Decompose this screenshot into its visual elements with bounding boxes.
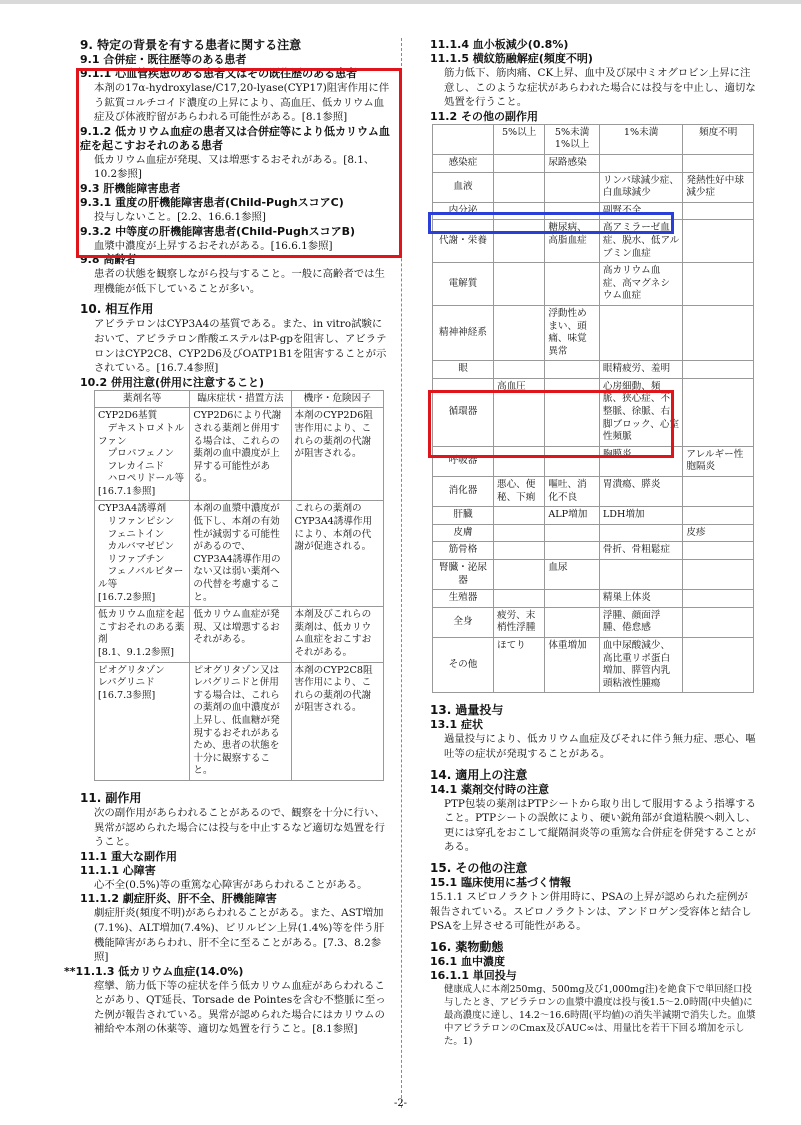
ae-cell	[599, 305, 682, 360]
section-16-1-1-title: 16.1.1 単回投与	[430, 968, 517, 982]
page-number: -2-	[393, 1098, 408, 1109]
ae-cell	[683, 154, 754, 172]
interaction-row	[95, 408, 384, 501]
ae-cell	[493, 590, 544, 608]
section-9-1-1-title: 9.1.1 心血管疾患のある患者又はその既往歴のある患者	[80, 67, 358, 80]
section-11-1-1-body: 心不全(0.5%)等の重篤な心障害があらわれることがある。	[94, 878, 368, 891]
interaction-row	[95, 607, 384, 662]
ae-cell: 尿路感染	[545, 154, 600, 172]
ae-category: 生殖器	[433, 590, 494, 608]
ae-cell	[493, 507, 544, 525]
interaction-cell-mechanism: 本剤のCYP2C8阻害作用により、これらの薬剤の代謝が阻害される。	[291, 662, 384, 780]
top-border	[0, 0, 801, 4]
ae-cell	[545, 172, 600, 202]
ae-cell: 血中尿酸減少、高比重リポ蛋白増加、膵管内乳頭粘液性腫瘍	[599, 637, 682, 692]
ae-header: 5%未満 1%以上	[545, 124, 600, 154]
interaction-cell-symptom: ピオグリタゾン又はレパグリニドと併用する場合は、これらの薬剤の血中濃度が上昇し、低血糖が発現するおそれがあるため、患者の状態を十分に観察すること。	[190, 662, 291, 780]
ae-cell	[545, 524, 600, 542]
section-16-1-1-body: 健康成人に本剤250mg、500mg及び1,000mg注)を絶食下で単回経口投与したとき、アビラテロンの血漿中濃度は投与後1.5〜2.0時間(中央値)に最高濃度に達し、14.2〜16.6時間(平均値)の消失半減期で消失した。血漿中アビラテロンのCmax及びAUC∞は、用量比を若干下回る増加を示した。1)	[444, 983, 756, 1047]
interaction-cell-drug: CYP2D6基質 デキストロメトルファン プロパフェノン フレカイニド ハロペリドール等 [16.7.1参照]	[95, 408, 190, 501]
section-9-title: 9. 特定の背景を有する患者に関する注意	[80, 38, 302, 52]
ae-category: 皮膚	[433, 524, 494, 542]
ae-cell: 嘔吐、消化不良	[545, 477, 600, 507]
ae-cell: 胸膜炎	[599, 446, 682, 476]
section-15-1-1-body: 15.1.1 スピロノラクトン併用時に、PSAの上昇が認められた症例が報告されている。スピロノラクトンは、アンドロゲン受容体と結合しPSAを上昇させる可能性がある。	[430, 890, 752, 933]
section-11-1-2-body: 劇症肝炎(頻度不明)があらわれることがある。また、AST増加(7.1%)、ALT増加(7.4%)、ビリルビン上昇(1.4%)等を伴う肝機能障害があらわれ、肝不全に至ることがある。[7.3、8.2参照]	[94, 907, 385, 964]
ae-category: 電解質	[433, 263, 494, 306]
ae-cell	[493, 154, 544, 172]
ae-cell	[683, 361, 754, 379]
ae-cell	[683, 507, 754, 525]
ae-row	[433, 263, 754, 306]
ae-category: その他	[433, 637, 494, 692]
section-11-1-1-title: 11.1.1 心障害	[80, 863, 156, 877]
ae-cell: 眼精疲労、羞明	[599, 361, 682, 379]
ae-cell	[683, 607, 754, 637]
ae-header: 1%未満	[599, 124, 682, 154]
ae-header: 5%以上	[493, 124, 544, 154]
ae-category: 眼	[433, 361, 494, 379]
ae-cell: 精巣上体炎	[599, 590, 682, 608]
ae-row	[433, 154, 754, 172]
section-9-8-body: 患者の状態を観察しながら投与すること。一般に高齢者では生理機能が低下していることが多い。	[94, 268, 385, 295]
ae-cell	[545, 607, 600, 637]
interaction-header: 薬剤名等	[95, 390, 190, 408]
ae-category: 消化器	[433, 477, 494, 507]
right-column	[430, 38, 756, 1048]
section-10-2-title: 10.2 併用注意(併用に注意すること)	[80, 375, 265, 389]
ae-category: 肝臓	[433, 507, 494, 525]
interaction-cell-mechanism: 本剤のCYP2D6阻害作用により、これらの薬剤の代謝が阻害される。	[291, 408, 384, 501]
ae-row	[433, 172, 754, 202]
ae-row	[433, 361, 754, 379]
ae-cell: 皮疹	[683, 524, 754, 542]
section-15-1-title: 15.1 臨床使用に基づく情報	[430, 875, 571, 889]
section-9-3-2-title: 9.3.2 中等度の肝機能障害患者(Child-PughスコアB)	[80, 224, 356, 238]
ae-cell	[683, 202, 754, 220]
section-11-1-5-title: 11.1.5 横紋筋融解症(頻度不明)	[430, 52, 593, 65]
ae-cell: 高血圧	[493, 378, 544, 446]
ae-cell	[599, 154, 682, 172]
interaction-cell-symptom: 本剤の血漿中濃度が低下し、本剤の有効性が減弱する可能性があるので、CYP3A4誘導作用のない又は弱い薬剤への代替を考慮すること。	[190, 501, 291, 607]
ae-cell: 浮動性めまい、頭痛、味覚異常	[545, 305, 600, 360]
ae-cell: アレルギー性胞隔炎	[683, 446, 754, 476]
section-11-1-title: 11.1 重大な副作用	[80, 849, 177, 863]
interaction-cell-symptom: 低カリウム血症が発現、又は増悪するおそれがある。	[190, 607, 291, 662]
section-9-1-title: 9.1 合併症・既往歴等のある患者	[80, 53, 247, 66]
ae-row	[433, 607, 754, 637]
ae-header	[433, 124, 494, 154]
ae-cell: 血尿	[545, 560, 600, 590]
ae-cell: ほてり	[493, 637, 544, 692]
section-14-1-title: 14.1 薬剤交付時の注意	[430, 782, 549, 796]
section-9-1-1-body: 本剤の17α-hydroxylase/C17,20-lyase(CYP17)阻害作用に伴う鉱質コルチコイド濃度の上昇により、高血圧、低カリウム血症及び体液貯留があらわれる可能性がある。[8.1参照]	[94, 82, 390, 124]
section-16-title: 16. 薬物動態	[430, 939, 504, 954]
ae-cell	[599, 560, 682, 590]
ae-cell	[683, 560, 754, 590]
ae-category: 循環器	[433, 378, 494, 446]
section-9-1-2-body: 低カリウム血症が発現、又は増悪するおそれがある。[8.1、10.2参照]	[94, 153, 375, 181]
ae-category: 腎臓・泌尿器	[433, 560, 494, 590]
ae-cell: 浮腫、顔面浮腫、倦怠感	[599, 607, 682, 637]
ae-cell	[493, 305, 544, 360]
section-9-3-1-body: 投与しないこと。[2.2、16.6.1参照]	[94, 210, 266, 223]
ae-cell	[683, 263, 754, 306]
ae-cell: LDH増加	[599, 507, 682, 525]
section-15-title: 15. その他の注意	[430, 860, 528, 875]
section-11-body: 次の副作用があらわれることがあるので、観察を十分に行い、異常が認められた場合には投与を中止するなど適切な処置を行うこと。	[94, 806, 385, 849]
interaction-cell-mechanism: これらの薬剤のCYP3A4誘導作用により、本剤の代謝が促進される。	[291, 501, 384, 607]
ae-row	[433, 305, 754, 360]
ae-cell	[493, 172, 544, 202]
section-13-1-title: 13.1 症状	[430, 718, 483, 732]
interaction-row	[95, 501, 384, 607]
interaction-row	[95, 662, 384, 780]
ae-cell	[683, 590, 754, 608]
interaction-header: 臨床症状・措置方法	[190, 390, 291, 408]
section-11-1-3-body: 痙攣、筋力低下等の症状を伴う低カリウム血症があらわれることがあり、QT延長、Torsade de Pointesを含む不整脈に至った例が報告されている。異常が認められた場合にはカリウムの補給や本剤の休薬等、適切な処置を行うこと。[8.1参照]	[94, 979, 386, 1036]
section-9-3-1-title: 9.3.1 重度の肝機能障害患者(Child-PughスコアC)	[80, 195, 344, 209]
ae-cell: ALP増加	[545, 507, 600, 525]
ae-category: 代謝・栄養	[433, 220, 494, 263]
section-13-title: 13. 過量投与	[430, 703, 504, 718]
interaction-cell-drug: 低カリウム血症を起こすおそれのある薬剤 [8.1、9.1.2参照]	[95, 607, 190, 662]
section-9-3-title: 9.3 肝機能障害患者	[80, 181, 181, 195]
section-9-8-title: 9.8 高齢者	[80, 253, 137, 267]
ae-cell: 疲労、末梢性浮腫	[493, 607, 544, 637]
ae-cell: 高カリウム血症、高マグネシウム血症	[599, 263, 682, 306]
interaction-cell-mechanism: 本剤及びこれらの薬剤は、低カリウム血症をおこすおそれがある。	[291, 607, 384, 662]
section-9-3-2-body: 血漿中濃度が上昇するおそれがある。[16.6.1参照]	[94, 239, 333, 252]
ae-cell	[493, 263, 544, 306]
section-9-1-2-title: 9.1.2 低カリウム血症の患者又は合併症等により低カリウム血症を起こすおそれのある患者	[80, 124, 390, 152]
ae-cell	[545, 542, 600, 560]
ae-category: 感染症	[433, 154, 494, 172]
ae-cell	[493, 524, 544, 542]
section-11-2-title: 11.2 その他の副作用	[430, 109, 538, 123]
section-11-1-3-title: **11.1.3 低カリウム血症(14.0%)	[64, 964, 244, 978]
ae-cell: 高アミラーゼ血症、脱水、低アルブミン血症	[599, 220, 682, 263]
section-11-title: 11. 副作用	[80, 790, 142, 805]
ae-cell	[683, 220, 754, 263]
section-11-1-4-title: 11.1.4 血小板減少(0.8%)	[430, 38, 569, 51]
interaction-cell-symptom: CYP2D6により代謝される薬剤と併用する場合は、これらの薬剤の血中濃度が上昇する可能性がある。	[190, 408, 291, 501]
ae-category: 血液	[433, 172, 494, 202]
ae-category: 呼吸器	[433, 446, 494, 476]
blue-highlight-box-endocrine	[428, 212, 674, 234]
ae-cell: リンパ球減少症、白血球減少	[599, 172, 682, 202]
interaction-cell-drug: CYP3A4誘導剤 リファンピシン フェニトイン カルバマゼピン リファブチン フェノバルビタール等 [16.7.2参照]	[95, 501, 190, 607]
ae-cell: 副腎不全	[599, 202, 682, 220]
ae-cell	[545, 263, 600, 306]
section-14-1-body: PTP包装の薬剤はPTPシートから取り出して服用するよう指導すること。PTPシートの誤飲により、硬い鋭角部が食道粘膜へ刺入し、更には穿孔をおこして縦隔洞炎等の重篤な合併症を併発することがある。	[444, 797, 756, 854]
ae-cell	[599, 524, 682, 542]
ae-cell: 心房細動、頻脈、狭心症、不整脈、徐脈、右脚ブロック、心室性頻脈	[599, 378, 682, 446]
ae-category: 精神神経系	[433, 305, 494, 360]
ae-cell: 悪心、便秘、下痢	[493, 477, 544, 507]
interaction-table	[94, 390, 384, 781]
ae-cell	[683, 542, 754, 560]
ae-cell: 糖尿病、高脂血症	[545, 220, 600, 263]
section-10-title: 10. 相互作用	[80, 302, 154, 317]
red-highlight-box-precautions	[76, 68, 402, 258]
ae-cell	[683, 378, 754, 446]
ae-header: 頻度不明	[683, 124, 754, 154]
section-13-1-body: 過量投与により、低カリウム血症及びそれに伴う無力症、悪心、嘔吐等の症状が発現することがある。	[444, 733, 756, 760]
ae-row	[433, 560, 754, 590]
ae-row	[433, 637, 754, 692]
ae-cell: 体重増加	[545, 637, 600, 692]
section-10-body: アビラテロンはCYP3A4の基質である。また、in vitro試験において、アビラテロン酢酸エステルはP-gpを阻害し、アビラテロンはCYP2C8、CYP2D6及びOATP1B1を阻害することが示されている。[16.7.4参照]	[94, 318, 387, 375]
ae-cell	[493, 361, 544, 379]
ae-cell	[683, 477, 754, 507]
ae-cell	[493, 560, 544, 590]
ae-row	[433, 507, 754, 525]
section-16-1-title: 16.1 血中濃度	[430, 954, 505, 968]
ae-cell: 発熱性好中球減少症	[683, 172, 754, 202]
interaction-header: 機序・危険因子	[291, 390, 384, 408]
ae-category: 内分泌	[433, 202, 494, 220]
ae-cell	[545, 590, 600, 608]
ae-cell	[545, 361, 600, 379]
section-11-1-5-body: 筋力低下、筋肉痛、CK上昇、血中及び尿中ミオグロビン上昇に注意し、このような症状があらわれた場合には投与を中止し、適切な処置を行うこと。	[444, 67, 756, 109]
ae-row	[433, 477, 754, 507]
ae-cell	[683, 637, 754, 692]
ae-row	[433, 590, 754, 608]
interaction-cell-drug: ピオグリタゾン レパグリニド [16.7.3参照]	[95, 662, 190, 780]
section-14-title: 14. 適用上の注意	[430, 767, 528, 782]
ae-row	[433, 524, 754, 542]
ae-category: 全身	[433, 607, 494, 637]
ae-category: 筋骨格	[433, 542, 494, 560]
ae-row	[433, 542, 754, 560]
red-highlight-box-circulatory	[428, 390, 674, 458]
ae-cell: 骨折、骨粗鬆症	[599, 542, 682, 560]
ae-cell	[683, 305, 754, 360]
ae-cell	[493, 542, 544, 560]
section-11-1-2-title: 11.1.2 劇症肝炎、肝不全、肝機能障害	[80, 892, 277, 906]
ae-cell: 胃潰瘍、膵炎	[599, 477, 682, 507]
